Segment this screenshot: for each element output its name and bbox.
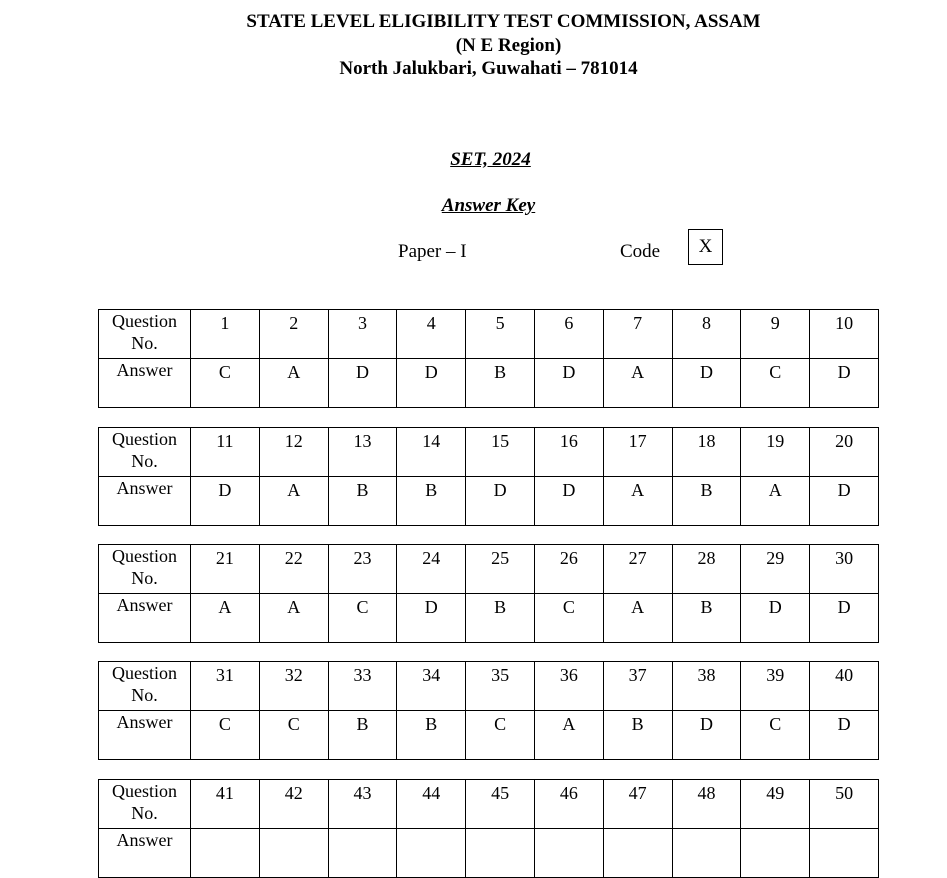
answer-table: [98, 779, 879, 878]
question-number: 33: [328, 662, 397, 711]
answer-value: C: [328, 594, 397, 643]
answer-value: A: [741, 477, 810, 526]
question-number: 13: [328, 428, 397, 477]
question-number: 31: [191, 662, 260, 711]
exam-title: SET, 2024: [450, 149, 531, 170]
answer-value: A: [259, 594, 328, 643]
answer-label: Answer: [99, 829, 191, 878]
question-number: 15: [466, 428, 535, 477]
answer-value: [397, 829, 466, 878]
question-no-label: Question No.: [99, 662, 191, 711]
answer-value: [259, 829, 328, 878]
code-label: Code: [620, 241, 661, 262]
answer-row: [99, 594, 879, 643]
answer-value: D: [672, 359, 741, 408]
question-number: 17: [603, 428, 672, 477]
question-number: 27: [603, 545, 672, 594]
question-number: 24: [397, 545, 466, 594]
answer-value: D: [328, 359, 397, 408]
question-number: 5: [466, 310, 535, 359]
question-no-label: Question No.: [99, 780, 191, 829]
answer-value: D: [397, 359, 466, 408]
answer-value: D: [810, 594, 879, 643]
answer-value: [534, 829, 603, 878]
question-number: 23: [328, 545, 397, 594]
question-row: [99, 428, 879, 477]
answer-value: C: [534, 594, 603, 643]
question-number: 7: [603, 310, 672, 359]
answer-value: [191, 829, 260, 878]
answer-value: B: [603, 711, 672, 760]
paper-label: Paper – I: [398, 241, 467, 262]
question-number: 46: [534, 780, 603, 829]
question-number: 36: [534, 662, 603, 711]
question-number: 48: [672, 780, 741, 829]
answer-value: D: [534, 359, 603, 408]
question-number: 26: [534, 545, 603, 594]
question-number: 47: [603, 780, 672, 829]
answer-value: C: [741, 359, 810, 408]
question-number: 38: [672, 662, 741, 711]
address-line: North Jalukbari, Guwahati – 781014: [339, 58, 638, 79]
answer-value: A: [603, 359, 672, 408]
question-number: 11: [191, 428, 260, 477]
answer-value: D: [466, 477, 535, 526]
question-number: 28: [672, 545, 741, 594]
answer-value: [466, 829, 535, 878]
answer-value: A: [603, 594, 672, 643]
answer-row: [99, 359, 879, 408]
answer-value: C: [191, 711, 260, 760]
question-number: 49: [741, 780, 810, 829]
answer-value: D: [672, 711, 741, 760]
question-number: 39: [741, 662, 810, 711]
answer-table: [98, 309, 879, 408]
question-number: 9: [741, 310, 810, 359]
answer-value: D: [397, 594, 466, 643]
question-number: 41: [191, 780, 260, 829]
answer-value: B: [672, 477, 741, 526]
question-number: 21: [191, 545, 260, 594]
answer-label: Answer: [99, 359, 191, 408]
question-row: [99, 780, 879, 829]
answer-value: A: [259, 477, 328, 526]
answer-value: D: [534, 477, 603, 526]
question-number: 32: [259, 662, 328, 711]
question-no-label: Question No.: [99, 310, 191, 359]
answer-value: C: [466, 711, 535, 760]
answer-value: C: [191, 359, 260, 408]
question-number: 2: [259, 310, 328, 359]
question-number: 1: [191, 310, 260, 359]
question-number: 14: [397, 428, 466, 477]
answer-label: Answer: [99, 594, 191, 643]
question-row: [99, 662, 879, 711]
answer-row: [99, 829, 879, 878]
answer-value: B: [466, 359, 535, 408]
question-number: 16: [534, 428, 603, 477]
question-number: 12: [259, 428, 328, 477]
answer-label: Answer: [99, 477, 191, 526]
question-number: 35: [466, 662, 535, 711]
answer-table: [98, 427, 879, 526]
question-number: 43: [328, 780, 397, 829]
question-row: [99, 545, 879, 594]
question-row: [99, 310, 879, 359]
answer-value: B: [328, 477, 397, 526]
question-number: 50: [810, 780, 879, 829]
answer-value: D: [741, 594, 810, 643]
question-number: 19: [741, 428, 810, 477]
answer-value: [741, 829, 810, 878]
question-number: 40: [810, 662, 879, 711]
question-number: 34: [397, 662, 466, 711]
region-label: (N E Region): [455, 35, 562, 56]
answer-value: [810, 829, 879, 878]
question-no-label: Question No.: [99, 545, 191, 594]
answer-value: [603, 829, 672, 878]
answer-row: [99, 477, 879, 526]
question-number: 4: [397, 310, 466, 359]
answer-value: [672, 829, 741, 878]
answer-value: B: [328, 711, 397, 760]
answer-value: C: [259, 711, 328, 760]
answer-value: B: [397, 711, 466, 760]
answer-key-title: Answer Key: [441, 195, 536, 216]
answer-value: B: [672, 594, 741, 643]
answer-value: A: [191, 594, 260, 643]
question-number: 8: [672, 310, 741, 359]
answer-table: [98, 661, 879, 760]
question-number: 22: [259, 545, 328, 594]
question-number: 45: [466, 780, 535, 829]
answer-value: D: [810, 711, 879, 760]
answer-value: D: [191, 477, 260, 526]
answer-value: D: [810, 477, 879, 526]
question-number: 20: [810, 428, 879, 477]
answer-value: B: [397, 477, 466, 526]
question-number: 29: [741, 545, 810, 594]
answer-value: A: [603, 477, 672, 526]
question-number: 10: [810, 310, 879, 359]
code-box: X: [688, 229, 723, 265]
question-number: 30: [810, 545, 879, 594]
question-number: 3: [328, 310, 397, 359]
answer-value: A: [534, 711, 603, 760]
answer-value: A: [259, 359, 328, 408]
answer-value: B: [466, 594, 535, 643]
answer-label: Answer: [99, 711, 191, 760]
answer-value: C: [741, 711, 810, 760]
question-number: 37: [603, 662, 672, 711]
question-number: 42: [259, 780, 328, 829]
question-number: 25: [466, 545, 535, 594]
question-no-label: Question No.: [99, 428, 191, 477]
commission-name: STATE LEVEL ELIGIBILITY TEST COMMISSION, ASSAM: [246, 11, 761, 32]
answer-table: [98, 544, 879, 643]
question-number: 18: [672, 428, 741, 477]
answer-row: [99, 711, 879, 760]
question-number: 6: [534, 310, 603, 359]
answer-value: D: [810, 359, 879, 408]
question-number: 44: [397, 780, 466, 829]
answer-value: [328, 829, 397, 878]
